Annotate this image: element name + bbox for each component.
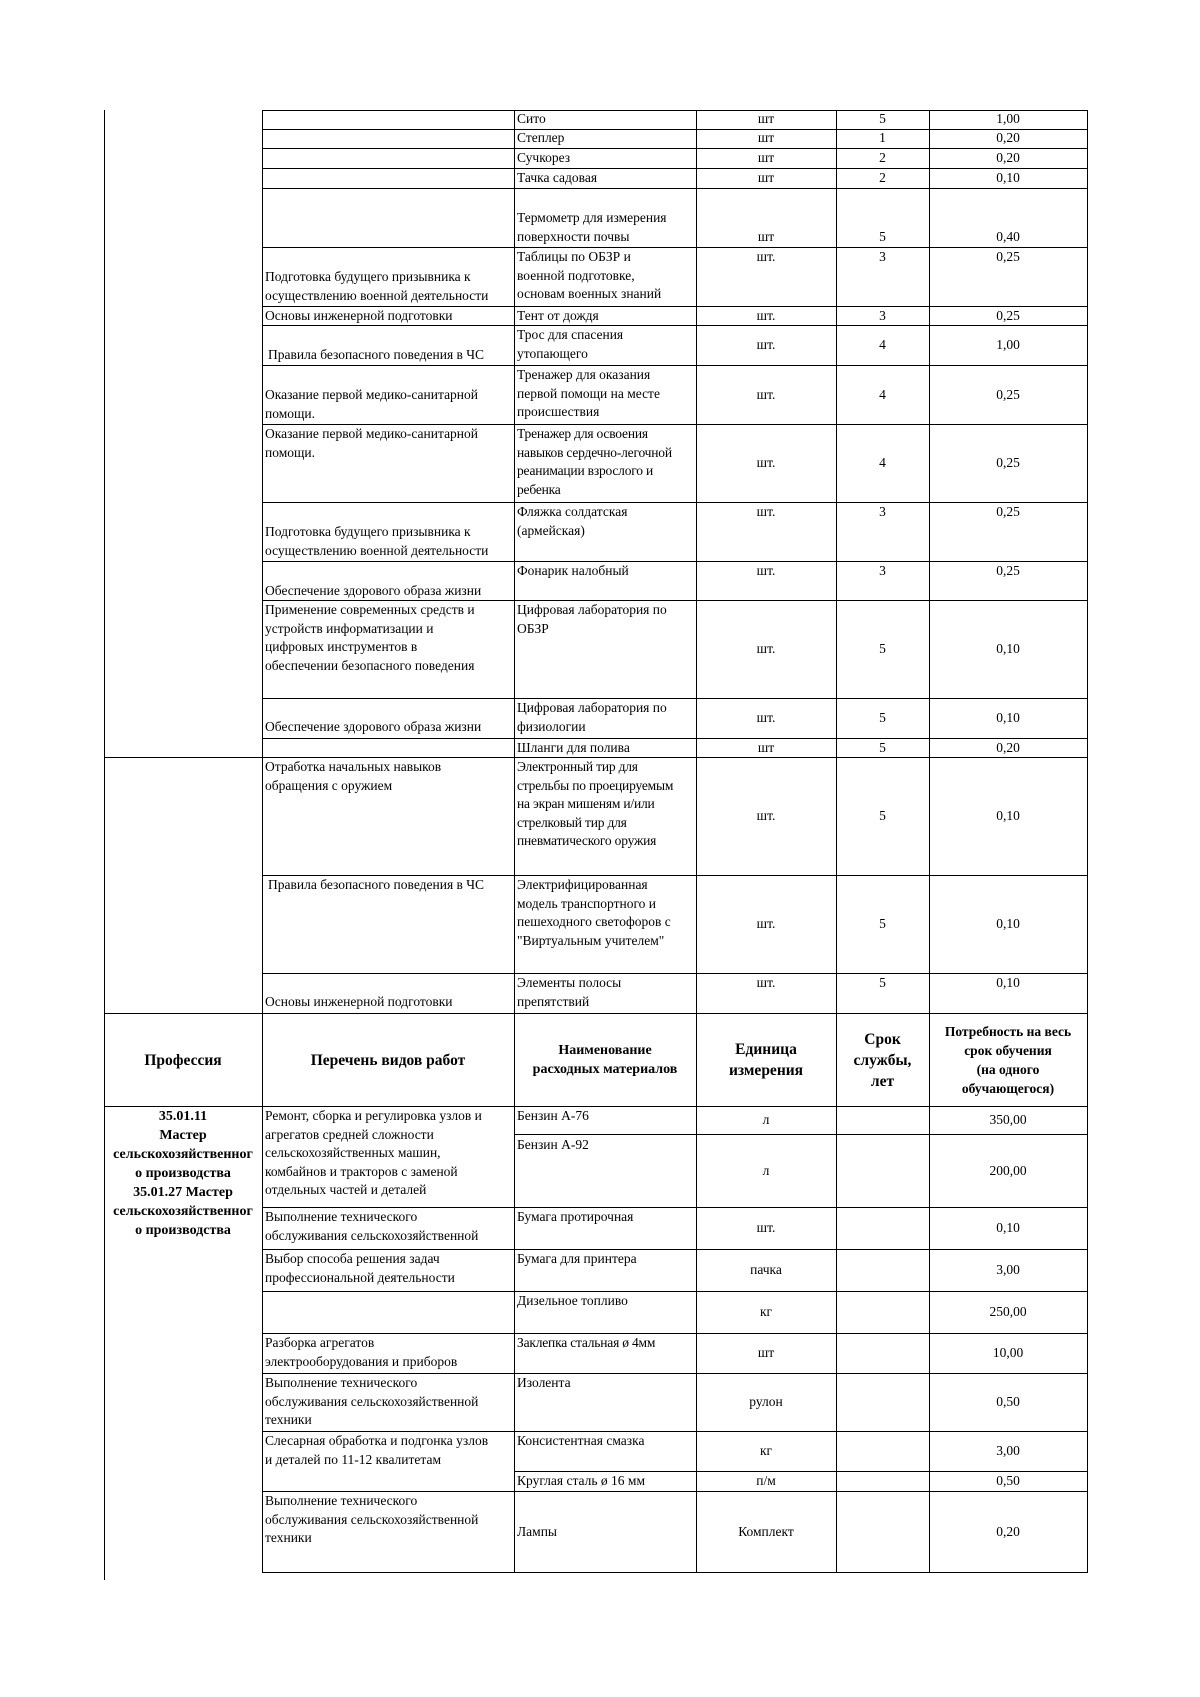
- unit: шт: [757, 229, 775, 244]
- unit: шт: [757, 740, 775, 755]
- work-type: Основы инженерной подготовки: [265, 994, 453, 1009]
- material-name: Тачка садовая: [517, 170, 598, 185]
- unit: шт.: [756, 504, 776, 519]
- service-life: 2: [879, 170, 886, 185]
- material-name: Тент от дождя: [517, 308, 599, 323]
- need-value: 0,10: [996, 641, 1020, 657]
- need-value: 0,40: [996, 229, 1020, 244]
- work-type: Выполнение технического обслуживания сельскохозяйственной техники: [265, 1375, 479, 1427]
- unit: шт.: [756, 249, 776, 264]
- material-name: Элементы полосы препятствий: [517, 975, 622, 1009]
- need-value: 0,25: [996, 386, 1020, 402]
- need-value: 0,20: [996, 130, 1020, 145]
- service-life: 5: [879, 916, 886, 932]
- service-life: [836, 1250, 929, 1291]
- need-value: 10,00: [992, 1345, 1024, 1361]
- material-name: Сито: [517, 111, 546, 126]
- service-life: 3: [879, 308, 886, 323]
- material-name: Термометр для измерения поверхности почвы: [517, 210, 667, 244]
- need-value: 0,25: [996, 563, 1020, 578]
- work-type: Обеспечение здорового образа жизни: [265, 583, 482, 598]
- unit: п/м: [756, 1473, 776, 1489]
- unit: шт.: [756, 455, 776, 471]
- unit: шт: [757, 1345, 775, 1361]
- unit: шт.: [756, 386, 776, 402]
- service-life: 4: [879, 455, 886, 471]
- work-type: Разборка агрегатов электрооборудования и приборов: [265, 1335, 458, 1369]
- material-name: Бумага для принтера: [517, 1251, 637, 1266]
- unit: кг: [759, 1304, 773, 1320]
- need-value: 250,00: [989, 1304, 1027, 1320]
- need-value: 0,50: [996, 1473, 1020, 1489]
- material-name: Трос для спасения утопающего: [517, 327, 624, 361]
- service-life: 2: [879, 150, 886, 165]
- unit: пачка: [750, 1262, 782, 1278]
- service-life: 4: [879, 337, 886, 353]
- unit: л: [762, 1162, 770, 1178]
- need-value: 0,10: [996, 710, 1020, 726]
- unit: шт.: [756, 308, 776, 323]
- unit: шт: [757, 150, 775, 165]
- unit: шт: [757, 130, 775, 145]
- service-life: 3: [879, 504, 886, 519]
- work-type: Правила безопасного поведения в ЧС: [268, 877, 485, 892]
- header-materials: Наименование расходных материалов: [532, 1043, 678, 1077]
- work-type: Выбор способа решения задач профессиональной деятельности: [265, 1251, 455, 1285]
- service-life: 3: [879, 563, 886, 578]
- need-value: 200,00: [989, 1162, 1027, 1178]
- material-name: Консистентная смазка: [517, 1433, 645, 1448]
- service-life: 5: [879, 740, 886, 755]
- need-value: 0,10: [996, 808, 1020, 824]
- profession-cell: 35.01.11 Мастер сельскохозяйственног о производства 35.01.27 Мастер сельскохозяйственног о производства: [113, 1109, 253, 1238]
- header-need: Потребность на весь срок обучения (на одного обучающегося): [944, 1024, 1072, 1096]
- need-value: 0,10: [996, 975, 1020, 990]
- work-type: Выполнение технического обслуживания сельскохозяйственной: [265, 1209, 479, 1243]
- material-name: Фонарик налобный: [517, 563, 629, 578]
- header-profession: Профессия: [144, 1051, 222, 1069]
- need-value: 0,10: [996, 916, 1020, 932]
- need-value: 0,25: [996, 455, 1020, 471]
- work-type: Правила безопасного поведения в ЧС: [268, 347, 485, 362]
- unit: шт.: [756, 975, 776, 990]
- material-name: Тренажер для освоения навыков сердечно-легочной реанимации взрослого и ребенка: [517, 426, 672, 497]
- material-name: Фляжка солдатская (армейская): [517, 504, 628, 538]
- need-value: 0,10: [996, 1220, 1020, 1236]
- work-type: Подготовка будущего призывника к осуществлению военной деятельности: [265, 269, 489, 303]
- need-value: 3,00: [996, 1443, 1020, 1459]
- material-name: Сучкорез: [517, 150, 571, 165]
- service-life: 4: [879, 386, 886, 402]
- work-type: Слесарная обработка и подгонка узлов и деталей по 11-12 квалитетам: [265, 1433, 489, 1467]
- unit: шт.: [756, 563, 776, 578]
- material-name: Бензин А-92: [517, 1137, 589, 1152]
- material-name: Заклепка стальная ø 4мм: [517, 1335, 656, 1350]
- work-type: Основы инженерной подготовки: [265, 308, 453, 323]
- need-value: 0,25: [996, 504, 1020, 519]
- material-name: Лампы: [517, 1523, 557, 1539]
- header-works: Перечень видов работ: [310, 1051, 466, 1069]
- need-value: 0,50: [996, 1394, 1020, 1410]
- unit: кг: [759, 1443, 773, 1459]
- unit: шт.: [756, 808, 776, 824]
- work-type: Ремонт, сборка и регулировка узлов и агрегатов средней сложности сельскохозяйственных машин, комбайнов и тракторов с заменой отдельных частей и деталей: [265, 1108, 482, 1197]
- material-name: Цифровая лаборатория по физиологии: [517, 700, 667, 734]
- unit: шт.: [756, 710, 776, 726]
- work-type: Применение современных средств и устройств информатизации и цифровых инструментов в обеспечении безопасного поведения: [265, 602, 475, 673]
- service-life: 5: [879, 229, 886, 244]
- rule: [262, 1572, 1088, 1573]
- unit: л: [762, 1112, 770, 1128]
- rule: [1087, 110, 1088, 1573]
- service-life: [836, 1472, 929, 1491]
- service-life: 1: [879, 130, 886, 145]
- service-life: [836, 1107, 929, 1134]
- need-value: 350,00: [989, 1112, 1027, 1128]
- need-value: 0,10: [996, 170, 1020, 185]
- need-value: 0,25: [996, 308, 1020, 323]
- need-value: 1,00: [996, 111, 1020, 126]
- work-type: Выполнение технического обслуживания сельскохозяйственной техники: [265, 1493, 479, 1545]
- material-name: Бензин А-76: [517, 1108, 589, 1123]
- work-type: Обеспечение здорового образа жизни: [265, 719, 482, 734]
- service-life: 3: [879, 249, 886, 264]
- unit: шт.: [756, 1220, 776, 1236]
- need-value: 3,00: [996, 1262, 1020, 1278]
- material-name: Круглая сталь ø 16 мм: [517, 1473, 646, 1488]
- unit: шт.: [756, 916, 776, 932]
- material-name: Электрифицированная модель транспортного и пешеходного светофоров с "Виртуальным учителем": [517, 877, 671, 948]
- material-name: Дизельное топливо: [517, 1293, 628, 1308]
- service-life: [836, 1208, 929, 1249]
- service-life: 5: [879, 808, 886, 824]
- unit: шт.: [756, 337, 776, 353]
- unit: шт: [757, 170, 775, 185]
- service-life: 5: [879, 710, 886, 726]
- service-life: [836, 1135, 929, 1207]
- work-type: Отработка начальных навыков обращения с оружием: [265, 759, 442, 793]
- need-value: 0,20: [996, 150, 1020, 165]
- material-name: Степлер: [517, 130, 565, 145]
- header-service-life: Срок службы, лет: [853, 1030, 912, 1090]
- service-life: [836, 1432, 929, 1471]
- service-life: [836, 1492, 929, 1572]
- need-value: 1,00: [996, 337, 1020, 353]
- work-type: Подготовка будущего призывника к осуществлению военной деятельности: [265, 524, 489, 558]
- unit: рулон: [749, 1394, 783, 1410]
- unit: Комплект: [738, 1523, 794, 1539]
- rule: [262, 188, 1088, 189]
- unit: шт.: [756, 641, 776, 657]
- material-name: Электронный тир для стрельбы по проецируемым на экран мишеням и/или стрелковый тир для пневматического оружия: [517, 759, 674, 848]
- service-life: 5: [879, 111, 886, 126]
- work-type: Оказание первой медико-санитарной помощи.: [265, 426, 479, 460]
- unit: шт: [757, 111, 775, 126]
- need-value: 0,25: [996, 249, 1020, 264]
- service-life: 5: [879, 975, 886, 990]
- service-life: [836, 1334, 929, 1373]
- material-name: Шланги для полива: [517, 740, 630, 755]
- need-value: 0,20: [996, 1523, 1020, 1539]
- material-name: Тренажер для оказания первой помощи на месте происшествия: [517, 367, 660, 419]
- material-name: Изолента: [517, 1375, 571, 1390]
- rule: [104, 110, 105, 1580]
- service-life: [836, 1374, 929, 1431]
- need-value: 0,20: [996, 740, 1020, 755]
- material-name: Цифровая лаборатория по ОБЗР: [517, 602, 667, 636]
- header-unit: Единица измерения: [728, 1041, 804, 1079]
- service-life: [836, 1292, 929, 1333]
- service-life: 5: [879, 641, 886, 657]
- work-type: Оказание первой медико-санитарной помощи.: [265, 387, 479, 421]
- material-name: Таблицы по ОБЗР и военной подготовке, основам военных знаний: [517, 249, 662, 301]
- material-name: Бумага протирочная: [517, 1209, 634, 1224]
